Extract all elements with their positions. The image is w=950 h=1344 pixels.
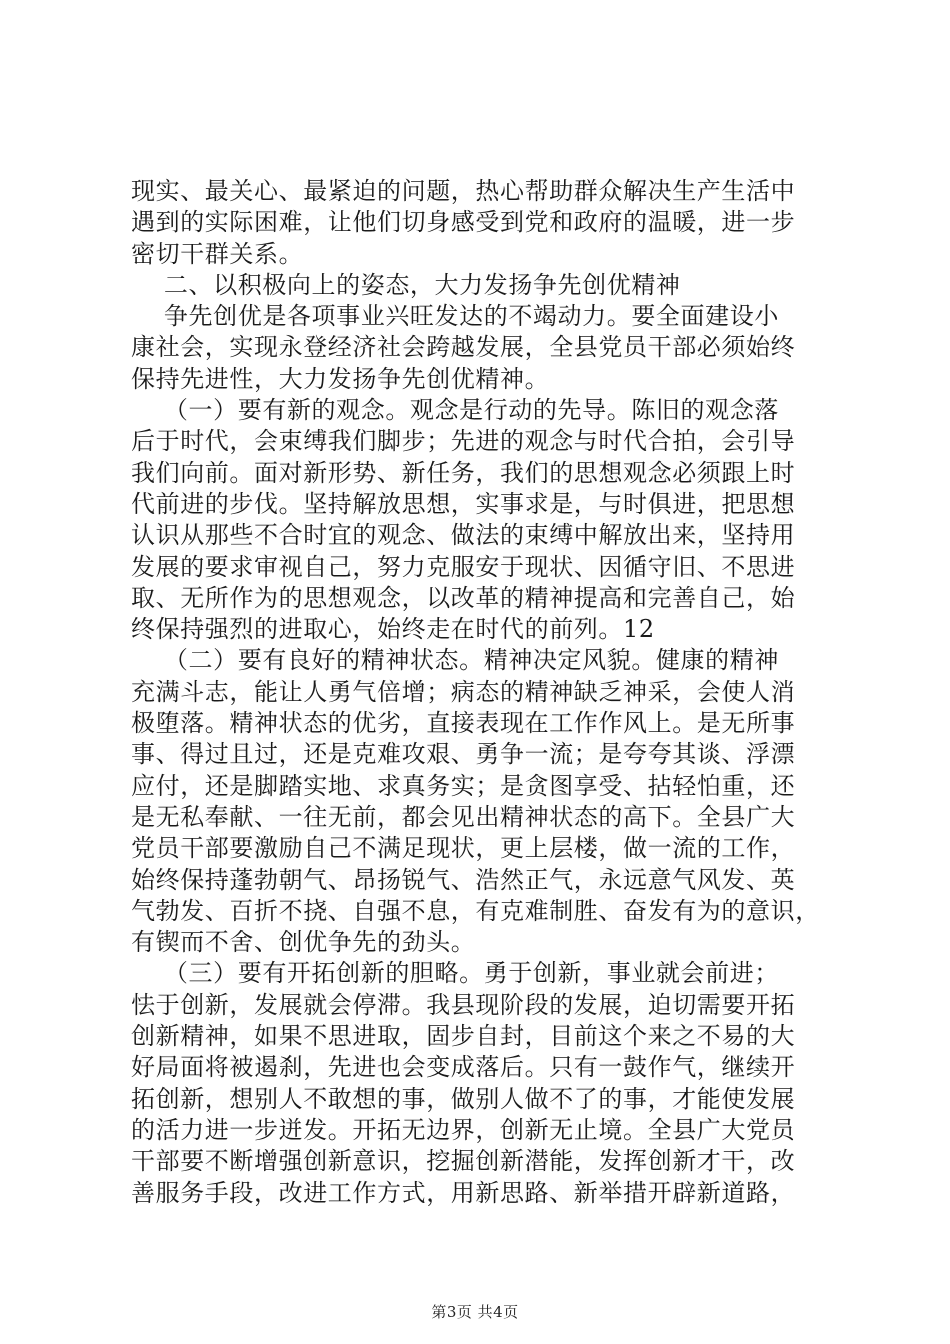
text-line: 党员干部要激励自己不满足现状，更上层楼，做一流的工作，	[131, 834, 796, 863]
text-line: 取、无所作为的思想观念，以改革的精神提高和完善自己，始	[131, 583, 796, 612]
text-line: 事、得过且过，还是克难攻艰、勇争一流；是夸夸其谈、浮漂	[131, 740, 796, 769]
text-line: 保持先进性，大力发扬争先创优精神。	[131, 364, 550, 393]
text-line: 应付，还是脚踏实地、求真务实；是贪图享受、拈轻怕重，还	[131, 771, 796, 800]
text-line: 极堕落。精神状态的优劣，直接表现在工作作风上。是无所事	[131, 709, 796, 738]
text-line: 始终保持蓬勃朝气、昂扬锐气、浩然正气，永远意气风发、英	[131, 865, 796, 894]
page-footer: 第3页 共4页	[431, 1303, 519, 1321]
document-body	[131, 176, 831, 1209]
text-line: 密切干群关系。	[131, 239, 304, 268]
text-line: 代前进的步伐。坚持解放思想，实事求是，与时俱进，把思想	[131, 489, 796, 518]
text-line: 我们向前。面对新形势、新任务，我们的思想观念必须跟上时	[131, 458, 796, 487]
text-line: （二）要有良好的精神状态。精神决定风貌。健康的精神	[131, 646, 779, 675]
text-line: 的活力进一步迸发。开拓无边界，创新无止境。全县广大党员	[131, 1115, 796, 1144]
text-line: 好局面将被遏刹，先进也会变成落后。只有一鼓作气，继续开	[131, 1053, 796, 1082]
text-line: 现实、最关心、最紧迫的问题，热心帮助群众解决生产生活中	[131, 177, 796, 205]
text-line: 二、以积极向上的姿态，大力发扬争先创优精神	[131, 270, 681, 299]
text-line: 创新精神，如果不思进取，固步自封，目前这个来之不易的大	[131, 1022, 796, 1051]
text-line: 争先创优是各项事业兴旺发达的不竭动力。要全面建设小	[131, 302, 779, 331]
text-line: 终保持强烈的进取心，始终走在时代的前列。12	[131, 615, 655, 644]
text-line: 怯于创新，发展就会停滞。我县现阶段的发展，迫切需要开拓	[131, 990, 796, 1019]
text-line: 有锲而不舍、创优争先的劲头。	[131, 928, 476, 957]
text-line: 充满斗志，能让人勇气倍增；病态的精神缺乏神采，会使人消	[131, 677, 796, 706]
text-line: 发展的要求审视自己，努力克服安于现状、因循守旧、不思进	[131, 552, 796, 581]
text-line: （一）要有新的观念。观念是行动的先导。陈旧的观念落	[131, 396, 779, 425]
text-line: 善服务手段，改进工作方式，用新思路、新举措开辟新道路，	[131, 1178, 796, 1207]
text-line: 气勃发、百折不挠、自强不息，有克难制胜、奋发有为的意识，	[131, 896, 820, 925]
text-line: 遇到的实际困难，让他们切身感受到党和政府的温暖，进一步	[131, 208, 796, 237]
text-line: 认识从那些不合时宜的观念、做法的束缚中解放出来，坚持用	[131, 521, 796, 550]
text-line: 后于时代，会束缚我们脚步；先进的观念与时代合拍，会引导	[131, 427, 796, 456]
text-line: 干部要不断增强创新意识，挖掘创新潜能，发挥创新才干，改	[131, 1147, 796, 1176]
text-line: 拓创新，想别人不敢想的事，做别人做不了的事，才能使发展	[131, 1084, 796, 1113]
text-line: 是无私奉献、一往无前，都会见出精神状态的高下。全县广大	[131, 802, 796, 831]
text-line: （三）要有开拓创新的胆略。勇于创新，事业就会前进；	[131, 959, 779, 988]
text-line: 康社会，实现永登经济社会跨越发展，全县党员干部必须始终	[131, 333, 796, 362]
